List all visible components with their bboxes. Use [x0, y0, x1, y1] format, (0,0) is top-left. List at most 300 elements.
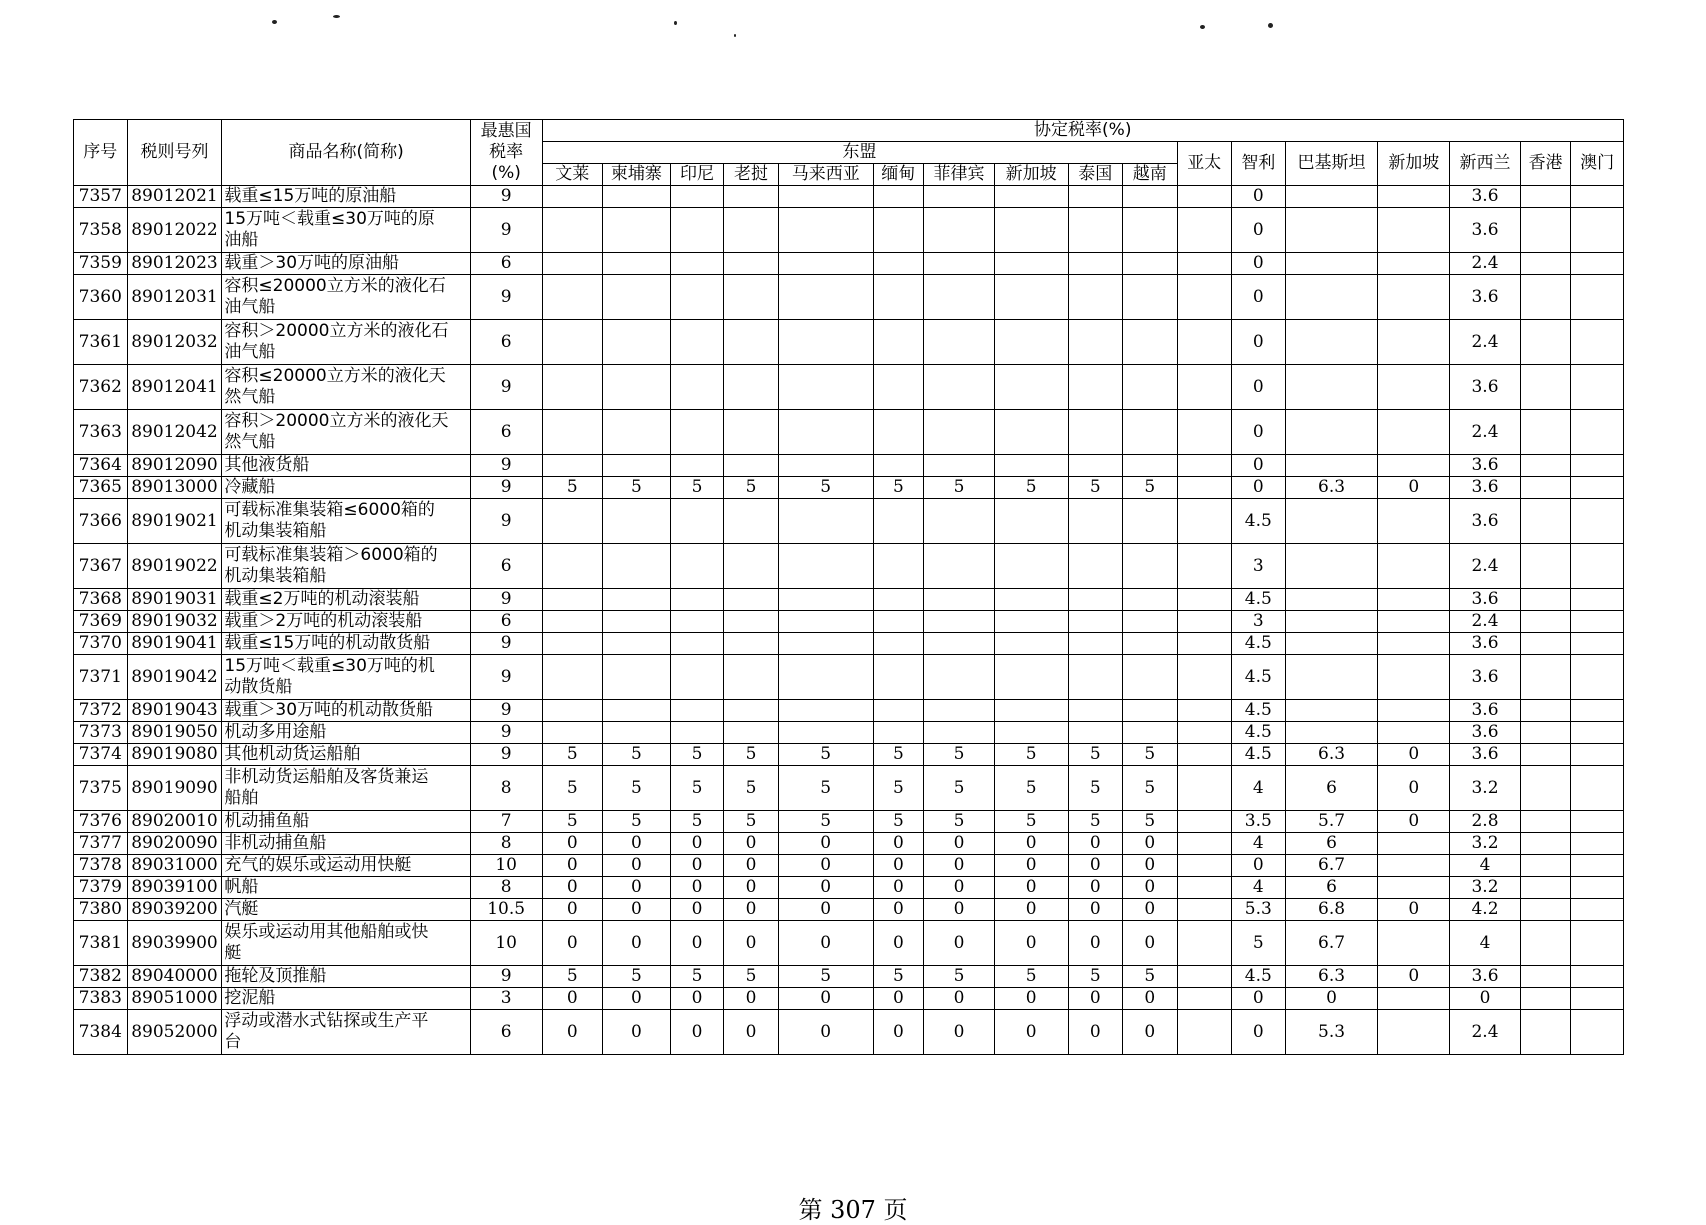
agreement-rate-cell: 4: [1450, 855, 1521, 877]
agreement-rate-cell: [1571, 921, 1624, 966]
agreement-rate-cell: [1378, 877, 1450, 899]
agreement-rate-cell: [1177, 186, 1232, 208]
tariff-code-cell: 89012042: [127, 410, 222, 455]
asean-rate-cell: 5: [542, 966, 603, 988]
agreement-rate-cell: [1520, 722, 1570, 744]
asean-rate-cell: 0: [924, 899, 995, 921]
product-name-line: 可载标准集装箱≤6000箱的: [224, 500, 435, 520]
asean-rate-cell: [994, 700, 1068, 722]
agreement-rate-cell: 3.2: [1450, 833, 1521, 855]
asean-rate-cell: [1123, 633, 1178, 655]
table-row: [74, 186, 1624, 208]
agreement-rate-cell: [1571, 633, 1624, 655]
mfn-rate-cell: 8: [470, 877, 542, 899]
agreement-rate-cell: [1571, 833, 1624, 855]
product-name-line: 机动集装箱船: [224, 566, 327, 586]
agreement-rate-cell: 0: [1232, 1010, 1286, 1055]
asean-rate-cell: 5: [603, 966, 671, 988]
table-row: [74, 410, 1624, 455]
asean-rate-cell: 5: [1068, 766, 1123, 811]
product-name-cell: [222, 208, 470, 253]
agreement-rate-cell: 0: [1378, 966, 1450, 988]
asean-rate-cell: [1068, 611, 1123, 633]
agreement-rate-cell: [1571, 544, 1624, 589]
tariff-code-cell: 89012090: [127, 455, 222, 477]
asean-rate-cell: 0: [994, 921, 1068, 966]
asean-rate-cell: 0: [1068, 1010, 1123, 1055]
agreement-rate-cell: 2.4: [1450, 253, 1521, 275]
asean-rate-cell: 5: [724, 811, 779, 833]
tariff-code-cell: 89020090: [127, 833, 222, 855]
header-other: 亚太: [1177, 142, 1232, 186]
tariff-code-cell: 89019042: [127, 655, 222, 700]
agreement-rate-cell: 4.5: [1232, 499, 1286, 544]
product-name-cell: [222, 988, 470, 1010]
table-row: [74, 499, 1624, 544]
asean-rate-cell: [994, 365, 1068, 410]
product-name-cell: [222, 499, 470, 544]
agreement-rate-cell: [1378, 186, 1450, 208]
tariff-code-cell: 89012021: [127, 186, 222, 208]
asean-rate-cell: 5: [603, 766, 671, 811]
asean-rate-cell: 5: [994, 966, 1068, 988]
seq-cell: 7367: [74, 544, 128, 589]
agreement-rate-cell: [1177, 899, 1232, 921]
asean-rate-cell: [1068, 320, 1123, 365]
product-name-line: 非机动货运船舶及客货兼运: [224, 767, 429, 787]
agreement-rate-cell: 0: [1232, 365, 1286, 410]
asean-rate-cell: 5: [873, 811, 923, 833]
agreement-rate-cell: [1571, 208, 1624, 253]
asean-rate-cell: 0: [670, 899, 724, 921]
seq-cell: 7383: [74, 988, 128, 1010]
agreement-rate-cell: 3.6: [1450, 365, 1521, 410]
table-row: [74, 811, 1624, 833]
product-name-line: 容积＞20000立方米的液化石: [224, 321, 449, 341]
seq-cell: 7364: [74, 455, 128, 477]
asean-rate-cell: [724, 253, 779, 275]
agreement-rate-cell: 6.7: [1285, 921, 1378, 966]
asean-rate-cell: 0: [994, 1010, 1068, 1055]
asean-rate-cell: [873, 722, 923, 744]
asean-rate-cell: [778, 544, 873, 589]
product-name-cell: [222, 921, 470, 966]
asean-rate-cell: 5: [542, 744, 603, 766]
agreement-rate-cell: 2.4: [1450, 611, 1521, 633]
product-name-line: 艇: [224, 943, 242, 963]
asean-rate-cell: [1068, 499, 1123, 544]
agreement-rate-cell: [1520, 365, 1570, 410]
mfn-rate-cell: 10: [470, 855, 542, 877]
asean-rate-cell: [873, 544, 923, 589]
agreement-rate-cell: 4.5: [1232, 700, 1286, 722]
asean-rate-cell: [1123, 655, 1178, 700]
asean-rate-cell: 0: [542, 921, 603, 966]
agreement-rate-cell: [1520, 988, 1570, 1010]
product-name-cell: [222, 477, 470, 499]
agreement-rate-cell: [1378, 499, 1450, 544]
product-name-cell: [222, 589, 470, 611]
agreement-rate-cell: [1285, 611, 1378, 633]
asean-rate-cell: 5: [670, 477, 724, 499]
agreement-rate-cell: [1285, 410, 1378, 455]
tariff-code-cell: 89019090: [127, 766, 222, 811]
agreement-rate-cell: [1378, 833, 1450, 855]
asean-rate-cell: [1068, 275, 1123, 320]
seq-cell: 7378: [74, 855, 128, 877]
asean-rate-cell: [924, 589, 995, 611]
mfn-rate-cell: 6: [470, 253, 542, 275]
asean-rate-cell: [778, 253, 873, 275]
scan-speck: [734, 34, 736, 37]
asean-rate-cell: [724, 655, 779, 700]
asean-rate-cell: [603, 455, 671, 477]
agreement-rate-cell: [1378, 988, 1450, 1010]
agreement-rate-cell: 3.6: [1450, 589, 1521, 611]
asean-rate-cell: 0: [724, 899, 779, 921]
agreement-rate-cell: [1520, 208, 1570, 253]
agreement-rate-cell: [1285, 633, 1378, 655]
asean-rate-cell: [873, 611, 923, 633]
agreement-rate-cell: 0: [1232, 988, 1286, 1010]
asean-rate-cell: [724, 410, 779, 455]
header-mfn-line: 最惠国: [480, 121, 532, 141]
product-name-line: 帆船: [224, 877, 259, 897]
asean-rate-cell: 5: [924, 811, 995, 833]
agreement-rate-cell: 6.3: [1285, 744, 1378, 766]
product-name-line: 拖轮及顶推船: [224, 966, 327, 986]
tariff-table: [73, 119, 1624, 1055]
asean-rate-cell: [994, 320, 1068, 365]
asean-rate-cell: 5: [778, 966, 873, 988]
agreement-rate-cell: [1177, 1010, 1232, 1055]
seq-cell: 7359: [74, 253, 128, 275]
asean-rate-cell: [873, 253, 923, 275]
asean-rate-cell: 5: [1123, 811, 1178, 833]
product-name-line: 充气的娱乐或运动用快艇: [224, 855, 412, 875]
asean-rate-cell: 0: [1123, 877, 1178, 899]
product-name-cell: [222, 877, 470, 899]
agreement-rate-cell: [1177, 744, 1232, 766]
asean-rate-cell: [603, 700, 671, 722]
agreement-rate-cell: [1177, 544, 1232, 589]
asean-rate-cell: [542, 320, 603, 365]
asean-rate-cell: 5: [603, 477, 671, 499]
asean-rate-cell: [542, 633, 603, 655]
asean-rate-cell: [603, 611, 671, 633]
asean-rate-cell: [542, 655, 603, 700]
agreement-rate-cell: [1520, 455, 1570, 477]
asean-rate-cell: [994, 633, 1068, 655]
agreement-rate-cell: [1520, 855, 1570, 877]
product-name-line: 15万吨＜载重≤30万吨的原: [224, 209, 435, 229]
asean-rate-cell: [994, 275, 1068, 320]
seq-cell: 7363: [74, 410, 128, 455]
asean-rate-cell: [873, 410, 923, 455]
tariff-code-cell: 89052000: [127, 1010, 222, 1055]
asean-rate-cell: 0: [873, 1010, 923, 1055]
agreement-rate-cell: 0: [1378, 477, 1450, 499]
agreement-rate-cell: 3.6: [1450, 186, 1521, 208]
asean-rate-cell: [670, 410, 724, 455]
asean-rate-cell: 5: [1068, 966, 1123, 988]
product-name-line: 载重＞30万吨的机动散货船: [224, 700, 434, 720]
agreement-rate-cell: [1520, 700, 1570, 722]
agreement-rate-cell: 4.5: [1232, 589, 1286, 611]
asean-rate-cell: [603, 410, 671, 455]
asean-rate-cell: [542, 611, 603, 633]
asean-rate-cell: 0: [670, 855, 724, 877]
agreement-rate-cell: [1520, 410, 1570, 455]
asean-rate-cell: [724, 365, 779, 410]
product-name-line: 然气船: [224, 432, 276, 452]
asean-rate-cell: 5: [542, 477, 603, 499]
product-name-line: 油气船: [224, 342, 276, 362]
asean-rate-cell: [603, 208, 671, 253]
asean-rate-cell: [724, 208, 779, 253]
agreement-rate-cell: [1378, 544, 1450, 589]
product-name-line: 容积≤20000立方米的液化石: [224, 276, 446, 296]
asean-rate-cell: [670, 365, 724, 410]
asean-rate-cell: 5: [603, 811, 671, 833]
asean-rate-cell: [542, 186, 603, 208]
scan-speck: [1268, 23, 1273, 28]
asean-rate-cell: 0: [994, 833, 1068, 855]
asean-rate-cell: [670, 655, 724, 700]
asean-rate-cell: [724, 499, 779, 544]
table-row: [74, 365, 1624, 410]
page-number: 第 307 页: [798, 1196, 908, 1224]
asean-rate-cell: 0: [873, 833, 923, 855]
asean-rate-cell: [1123, 722, 1178, 744]
asean-rate-cell: [724, 589, 779, 611]
asean-rate-cell: 0: [778, 877, 873, 899]
asean-rate-cell: [994, 589, 1068, 611]
agreement-rate-cell: [1177, 766, 1232, 811]
tariff-code-cell: 89012032: [127, 320, 222, 365]
asean-rate-cell: [1123, 208, 1178, 253]
asean-rate-cell: 5: [778, 766, 873, 811]
agreement-rate-cell: [1177, 275, 1232, 320]
table-body: [74, 186, 1624, 1055]
asean-rate-cell: [542, 544, 603, 589]
table-row: [74, 589, 1624, 611]
product-name-cell: [222, 365, 470, 410]
tariff-code-cell: 89020010: [127, 811, 222, 833]
asean-rate-cell: [924, 186, 995, 208]
asean-rate-cell: 0: [603, 921, 671, 966]
header-tariff-code: 税则号列: [127, 120, 222, 186]
asean-rate-cell: [873, 320, 923, 365]
asean-rate-cell: [603, 655, 671, 700]
asean-rate-cell: [1068, 589, 1123, 611]
agreement-rate-cell: 6.8: [1285, 899, 1378, 921]
agreement-rate-cell: [1177, 655, 1232, 700]
seq-cell: 7357: [74, 186, 128, 208]
product-name-line: 汽艇: [224, 899, 259, 919]
agreement-rate-cell: [1571, 700, 1624, 722]
asean-rate-cell: [724, 186, 779, 208]
agreement-rate-cell: [1177, 966, 1232, 988]
agreement-rate-cell: 6.7: [1285, 855, 1378, 877]
seq-cell: 7375: [74, 766, 128, 811]
asean-rate-cell: [724, 633, 779, 655]
asean-rate-cell: 0: [924, 833, 995, 855]
tariff-code-cell: 89019031: [127, 589, 222, 611]
agreement-rate-cell: 5.3: [1232, 899, 1286, 921]
asean-rate-cell: [994, 655, 1068, 700]
asean-rate-cell: 0: [873, 988, 923, 1010]
scan-speck: [674, 21, 677, 25]
agreement-rate-cell: [1177, 877, 1232, 899]
asean-rate-cell: [873, 365, 923, 410]
tariff-code-cell: 89012041: [127, 365, 222, 410]
agreement-rate-cell: [1177, 855, 1232, 877]
header-other: 智利: [1232, 142, 1286, 186]
asean-rate-cell: [670, 611, 724, 633]
asean-rate-cell: 0: [1123, 988, 1178, 1010]
asean-rate-cell: [1123, 499, 1178, 544]
asean-rate-cell: [603, 589, 671, 611]
asean-rate-cell: [994, 410, 1068, 455]
agreement-rate-cell: [1285, 544, 1378, 589]
tariff-code-cell: 89019043: [127, 700, 222, 722]
product-name-line: 油船: [224, 230, 259, 250]
agreement-rate-cell: 3.6: [1450, 744, 1521, 766]
agreement-rate-cell: [1177, 988, 1232, 1010]
table-row: [74, 208, 1624, 253]
asean-rate-cell: 0: [542, 833, 603, 855]
table-row: [74, 877, 1624, 899]
agreement-rate-cell: [1571, 655, 1624, 700]
seq-cell: 7368: [74, 589, 128, 611]
header-other: 新西兰: [1450, 142, 1521, 186]
agreement-rate-cell: [1378, 700, 1450, 722]
seq-cell: 7380: [74, 899, 128, 921]
asean-rate-cell: [1123, 253, 1178, 275]
product-name-cell: [222, 811, 470, 833]
header-mfn-line: 税率: [489, 142, 524, 162]
asean-rate-cell: 0: [724, 833, 779, 855]
product-name-cell: [222, 633, 470, 655]
asean-rate-cell: [542, 253, 603, 275]
agreement-rate-cell: [1285, 365, 1378, 410]
agreement-rate-cell: [1520, 499, 1570, 544]
agreement-rate-cell: [1571, 966, 1624, 988]
asean-rate-cell: [1068, 365, 1123, 410]
product-name-cell: [222, 1010, 470, 1055]
asean-rate-cell: 0: [924, 1010, 995, 1055]
agreement-rate-cell: [1177, 921, 1232, 966]
agreement-rate-cell: [1520, 275, 1570, 320]
asean-rate-cell: 0: [542, 877, 603, 899]
asean-rate-cell: [724, 320, 779, 365]
asean-rate-cell: 5: [1123, 477, 1178, 499]
asean-rate-cell: [670, 320, 724, 365]
asean-rate-cell: 5: [670, 744, 724, 766]
asean-rate-cell: [1068, 253, 1123, 275]
asean-rate-cell: 0: [542, 899, 603, 921]
product-name-line: 然气船: [224, 387, 276, 407]
header-asean-member: 缅甸: [873, 164, 923, 186]
asean-rate-cell: [924, 320, 995, 365]
asean-rate-cell: [994, 544, 1068, 589]
asean-rate-cell: [724, 275, 779, 320]
asean-rate-cell: [778, 186, 873, 208]
asean-rate-cell: [670, 208, 724, 253]
asean-rate-cell: 5: [778, 811, 873, 833]
asean-rate-cell: 0: [1068, 988, 1123, 1010]
asean-rate-cell: 5: [724, 966, 779, 988]
table-row: [74, 899, 1624, 921]
asean-rate-cell: 5: [1068, 477, 1123, 499]
agreement-rate-cell: 0: [1232, 186, 1286, 208]
asean-rate-cell: [873, 208, 923, 253]
asean-rate-cell: [724, 700, 779, 722]
mfn-rate-cell: 9: [470, 477, 542, 499]
asean-rate-cell: [873, 275, 923, 320]
agreement-rate-cell: 3: [1232, 611, 1286, 633]
asean-rate-cell: [603, 186, 671, 208]
mfn-rate-cell: 9: [470, 275, 542, 320]
agreement-rate-cell: 3.6: [1450, 722, 1521, 744]
agreement-rate-cell: 2.4: [1450, 410, 1521, 455]
agreement-rate-cell: 3.6: [1450, 655, 1521, 700]
agreement-rate-cell: 6.3: [1285, 966, 1378, 988]
table-row: [74, 855, 1624, 877]
agreement-rate-cell: [1520, 186, 1570, 208]
agreement-rate-cell: [1378, 855, 1450, 877]
tariff-code-cell: 89040000: [127, 966, 222, 988]
asean-rate-cell: 0: [1123, 921, 1178, 966]
table-row: [74, 921, 1624, 966]
asean-rate-cell: [1123, 410, 1178, 455]
asean-rate-cell: [603, 499, 671, 544]
agreement-rate-cell: [1285, 655, 1378, 700]
seq-cell: 7361: [74, 320, 128, 365]
asean-rate-cell: 0: [603, 1010, 671, 1055]
asean-rate-cell: [994, 455, 1068, 477]
header-asean-member: 文莱: [542, 164, 603, 186]
tariff-code-cell: 89019041: [127, 633, 222, 655]
product-name-cell: [222, 766, 470, 811]
agreement-rate-cell: [1378, 611, 1450, 633]
table-row: [74, 988, 1624, 1010]
asean-rate-cell: 5: [670, 966, 724, 988]
header-other: 新加坡: [1378, 142, 1450, 186]
scan-speck: [333, 15, 340, 18]
seq-cell: 7365: [74, 477, 128, 499]
product-name-line: 机动多用途船: [224, 722, 327, 742]
asean-rate-cell: 5: [873, 766, 923, 811]
agreement-rate-cell: [1571, 855, 1624, 877]
agreement-rate-cell: [1285, 186, 1378, 208]
seq-cell: 7376: [74, 811, 128, 833]
asean-rate-cell: 0: [994, 899, 1068, 921]
agreement-rate-cell: 0: [1232, 275, 1286, 320]
asean-rate-cell: 5: [542, 766, 603, 811]
asean-rate-cell: [778, 655, 873, 700]
asean-rate-cell: [670, 455, 724, 477]
header-asean-member: 新加坡: [994, 164, 1068, 186]
table-row: [74, 320, 1624, 365]
agreement-rate-cell: [1177, 611, 1232, 633]
asean-rate-cell: [778, 455, 873, 477]
agreement-rate-cell: 0: [1378, 899, 1450, 921]
table-header: [74, 120, 1624, 186]
mfn-rate-cell: 9: [470, 966, 542, 988]
asean-rate-cell: 0: [724, 921, 779, 966]
